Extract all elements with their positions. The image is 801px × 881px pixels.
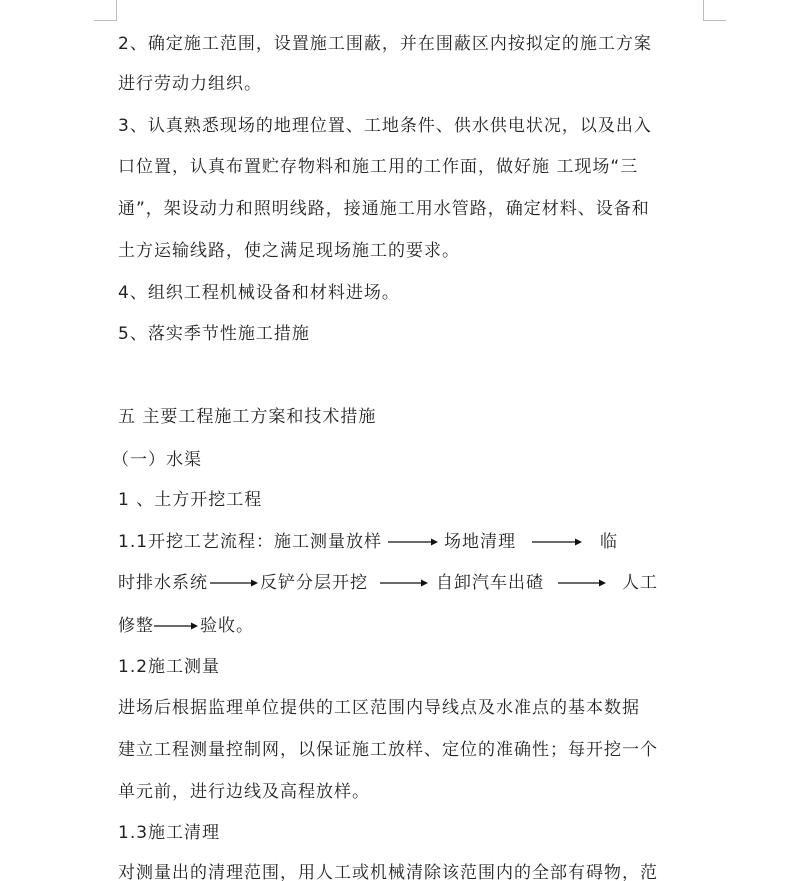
paragraph-3-line-3: 通”，架设动力和照明线路，接通施工用水管路，确定材料、设备和	[118, 199, 650, 219]
survey-line-2: 建立工程测量控制网，以保证施工放样、定位的准确性；每开挖一个	[118, 740, 658, 760]
survey-line-1: 进场后根据监理单位提供的工区范围内导线点及水准点的基本数据	[118, 698, 640, 718]
flow-step-backhoe-excavation: 反铲分层开挖	[260, 573, 368, 593]
flow-line-1	[118, 531, 618, 553]
flow-step-site-clearing: 场地清理	[444, 532, 517, 552]
flow-step-dump-truck: 自卸汽车出碴	[436, 573, 544, 593]
item-heading-earthwork: 1 、土方开挖工程	[118, 490, 263, 510]
flow-arrow-icon	[388, 531, 444, 553]
page-corner-mark-right	[703, 0, 726, 21]
clearing-line-1: 对测量出的清理范围，用人工或机械清除该范围内的全部有碍物，范	[118, 863, 658, 881]
item-heading-survey: 1.2施工测量	[118, 657, 221, 677]
item-heading-clearing: 1.3施工清理	[118, 823, 221, 843]
flow-line-3	[118, 615, 254, 637]
flow-line-2	[118, 572, 658, 594]
flow-arrow-icon	[210, 572, 260, 594]
flow-step-drainage-part2: 时排水系统	[118, 573, 208, 593]
flow-arrow-icon	[558, 572, 614, 594]
section-5-heading: 五 主要工程施工方案和技术措施	[118, 407, 377, 427]
flow-arrow-icon	[532, 531, 600, 553]
paragraph-5: 5、落实季节性施工措施	[118, 324, 310, 344]
paragraph-3-line-4: 土方运输线路，使之满足现场施工的要求。	[118, 241, 460, 261]
flow-step-acceptance: 验收。	[200, 616, 254, 636]
page-corner-mark-left	[94, 0, 117, 21]
flow-step-manual-trim-part1: 人工	[622, 573, 658, 593]
paragraph-2-line-1: 2、确定施工范围，设置施工围蔽，并在围蔽区内按拟定的施工方案	[118, 34, 652, 54]
flow-prefix: 1.1开挖工艺流程：	[118, 532, 275, 552]
paragraph-3-line-1: 3、认真熟悉现场的地理位置、工地条件、供水供电状况，以及出入	[118, 116, 652, 136]
paragraph-3-line-2: 口位置，认真布置贮存物料和施工用的工作面，做好施 工现场“三	[118, 157, 639, 177]
flow-arrow-icon	[154, 615, 200, 637]
survey-line-3: 单元前，进行边线及高程放样。	[118, 782, 370, 802]
paragraph-2-line-2: 进行劳动力组织。	[118, 74, 262, 94]
flow-arrow-icon	[380, 572, 436, 594]
flow-step-survey: 施工测量放样	[274, 532, 383, 552]
subsection-heading-water-channel: （一）水渠	[112, 450, 202, 470]
flow-step-manual-trim-part2: 修整	[118, 616, 154, 636]
flow-step-drainage-part1: 临	[600, 532, 619, 552]
paragraph-4: 4、组织工程机械设备和材料进场。	[118, 283, 400, 303]
